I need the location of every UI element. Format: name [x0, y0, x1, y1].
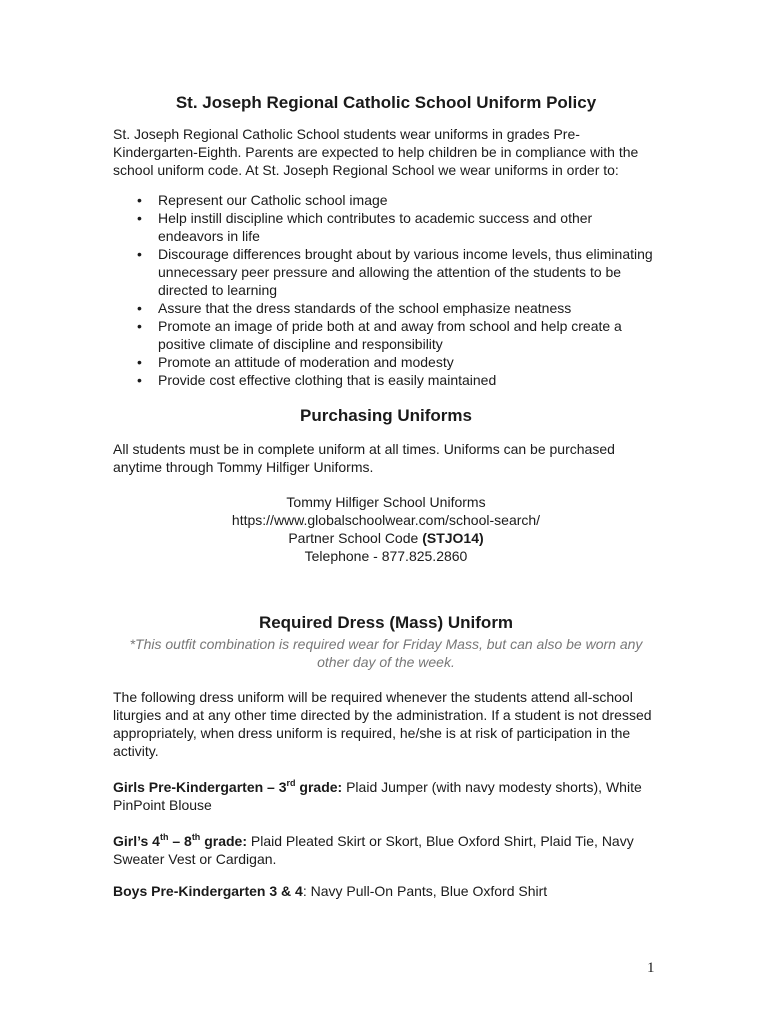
list-item: • Help instill discipline which contributes to academic success and other endeavors in life [137, 210, 593, 244]
purchasing-heading: Purchasing Uniforms [300, 406, 472, 425]
girls-4-8-uniform: Girl’s 4th – 8th grade: Plaid Pleated Skirt or Skort, Blue Oxford Shirt, Plaid Tie, Navy Sweater Vest or Cardigan. [113, 832, 634, 867]
page-number: 1 [647, 960, 655, 976]
boys-prek-uniform: Boys Pre-Kindergarten 3 & 4: Navy Pull-On Pants, Blue Oxford Shirt [113, 883, 548, 899]
list-item: • Promote an attitude of moderation and modesty [137, 354, 454, 370]
telephone: Telephone - 877.825.2860 [304, 548, 468, 564]
intro-paragraph: St. Joseph Regional Catholic School students wear uniforms in grades Pre-Kindergarten-Eighth. Parents are expected to help children be in compliance with the school uniform code. At St. Joseph Regional School we wear uniforms in order to: [113, 126, 639, 178]
list-item: • Assure that the dress standards of the school emphasize neatness [137, 300, 572, 316]
vendor-url: https://www.globalschoolwear.com/school-search/ [231, 512, 541, 528]
partner-code: (STJO14) [422, 530, 484, 546]
reasons-list [113, 191, 659, 389]
bullet-icon: • [137, 354, 142, 370]
bullet-icon: • [137, 210, 142, 226]
bullet-icon: • [137, 318, 142, 334]
dress-uniform-heading: Required Dress (Mass) Uniform [258, 613, 514, 632]
page-content [113, 92, 659, 900]
dress-uniform-note: *This outfit combination is required wear for Friday Mass, but can also be worn any other day of the week. [129, 636, 643, 670]
girls-prek-3-uniform: Girls Pre-Kindergarten – 3rd grade: Plaid Jumper (with navy modesty shorts), White PinPoint Blouse [113, 778, 642, 813]
list-item: • Represent our Catholic school image [137, 192, 388, 208]
list-item: • Promote an image of pride both at and away from school and help create a positive climate of discipline and responsibility [137, 318, 622, 352]
purchasing-text: All students must be in complete uniform at all times. Uniforms can be purchased anytime through Tommy Hilfiger Uniforms. [113, 441, 615, 475]
dress-uniform-text: The following dress uniform will be required whenever the students attend all-school liturgies and at any other time directed by the administration. If a student is not dressed appropriately, when dress uniform is required, he/she is at risk of participation in the activity. [113, 689, 652, 759]
page-title: St. Joseph Regional Catholic School Uniform Policy [175, 93, 597, 112]
list-item: • Provide cost effective clothing that is easily maintained [137, 372, 497, 388]
bullet-icon: • [137, 246, 142, 262]
bullet-icon: • [137, 372, 142, 388]
bullet-icon: • [137, 192, 142, 208]
vendor-info [113, 493, 659, 565]
bullet-icon: • [137, 300, 142, 316]
partner-code-line: Partner School Code (STJO14) [288, 530, 484, 546]
vendor-name: Tommy Hilfiger School Uniforms [286, 494, 486, 510]
list-item: • Discourage differences brought about by various income levels, thus eliminating unnecessary peer pressure and allowing the attention of the students to be directed to learning [137, 246, 653, 298]
